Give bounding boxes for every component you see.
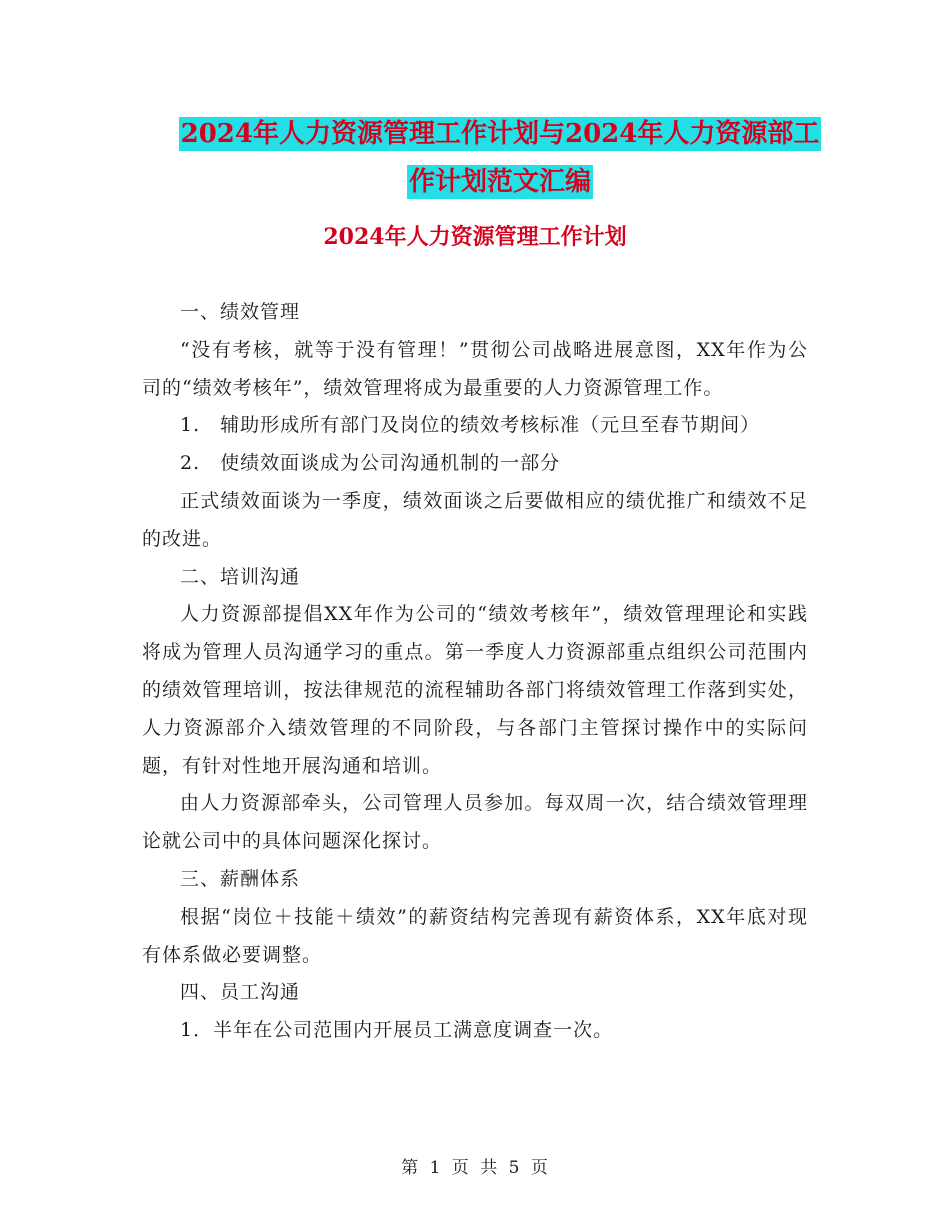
paragraph: 人力资源部提倡XX年作为公司的“绩效考核年”，绩效管理理论和实践将成为管理人员沟通学习的重点。第一季度人力资源部重点组织公司范围内的绩效管理培训，按法律规范的流程辅助各部门将绩效管理工作落到实处，人力资源部介入绩效管理的不同阶段，与各部门主管探讨操作中的实际问题，有针对性地开展沟通和培训。 (142, 603, 808, 777)
list-item: 1．半年在公司范围内开展员工满意度调查一次。 (180, 1019, 614, 1042)
document-body (142, 294, 808, 1050)
page-footer (0, 1153, 950, 1178)
document-title-line1: 2024年人力资源管理工作计划与2024年人力资源部工 (180, 119, 820, 149)
document-title (140, 110, 860, 206)
footer-label-ye: 页 (451, 1158, 470, 1178)
paragraph: “没有考核，就等于没有管理！”贯彻公司战略进展意图，XX年作为公司的“绩效考核年”，绩效管理将成为最重要的人力资源管理工作。 (142, 338, 808, 399)
section-title: 2024年人力资源管理工作计划 (323, 224, 627, 250)
list-item: 2. 使绩效面谈成为公司沟通机制的一部分 (180, 452, 561, 475)
list-item: 1. 辅助形成所有部门及岗位的绩效考核标准（元旦至春节期间） (180, 414, 761, 437)
footer-label-total: 共 (480, 1158, 499, 1178)
footer-label-page: 第 (401, 1158, 420, 1178)
paragraph: 根据“岗位＋技能＋绩效”的薪资结构完善现有薪资体系，XX年底对现有体系做必要调整。 (142, 905, 808, 966)
paragraph: 由人力资源部牵头，公司管理人员参加。每双周一次，结合绩效管理理论就公司中的具体问题深化探讨。 (142, 792, 808, 853)
heading-training: 二、培训沟通 (180, 565, 301, 588)
document-title-line2: 作计划范文汇编 (408, 167, 591, 197)
footer-label-ye2: 页 (530, 1158, 549, 1178)
footer-page-number: 1 (429, 1158, 442, 1178)
footer-total-pages: 5 (508, 1158, 521, 1178)
heading-performance: 一、绩效管理 (180, 301, 301, 323)
paragraph: 正式绩效面谈为一季度，绩效面谈之后要做相应的绩优推广和绩效不足的改进。 (142, 489, 808, 550)
heading-communication: 四、员工沟通 (180, 981, 301, 1004)
heading-compensation: 三、薪酬体系 (180, 867, 301, 890)
